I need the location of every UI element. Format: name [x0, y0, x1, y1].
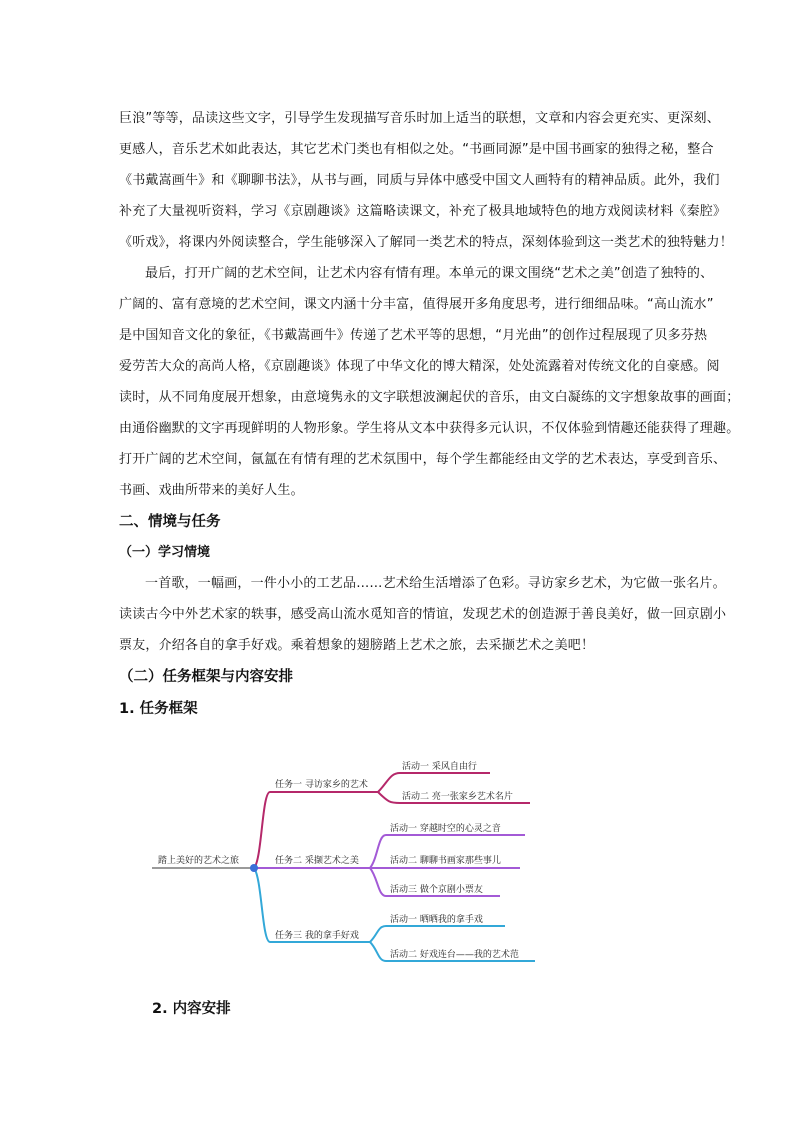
section-heading: 二、情境与任务	[119, 514, 221, 530]
mindmap-task1-activity2: 活动二 亮一张家乡艺术名片	[402, 792, 513, 802]
mindmap-task3-label: 任务三 我的拿手好戏	[275, 931, 359, 941]
mindmap-task2-activity2: 活动二 聊聊书画家那些事儿	[390, 856, 501, 866]
task1-branch	[254, 792, 270, 868]
text-line: 由通俗幽默的文字再现鲜明的人物形象。学生将从文本中获得多元认识，不仅体验到情趣还能获得了理趣。	[119, 421, 740, 436]
mindmap-task2-label: 任务二 采撷艺术之美	[275, 856, 359, 866]
subsection-heading: （二）任务框架与内容安排	[119, 669, 293, 685]
text-line: 读读古今中外艺术家的轶事，感受高山流水觅知音的情谊，发现艺术的创造源于善良美好，做一回京剧小	[119, 607, 727, 622]
item-heading: 1. 任务框架	[119, 701, 198, 717]
mindmap-root-label: 踏上美好的艺术之旅	[158, 856, 240, 866]
text-line: 读时，从不同角度展开想象，由意境隽永的文字联想波澜起伏的音乐，由文白凝练的文字想象故事的画面；	[119, 390, 740, 405]
text-line: 爱劳苦大众的高尚人格，《京剧趣谈》体现了中华文化的博大精深，处处流露着对传统文化的自豪感。阅	[119, 359, 720, 374]
text-line: 更感人，音乐艺术如此表达，其它艺术门类也有相似之处。“书画同源”是中国书画家的独得之秘，整合	[119, 142, 714, 157]
item-heading: 2. 内容安排	[152, 1001, 231, 1017]
task3-branch	[254, 868, 270, 942]
text-line: 票友，介绍各自的拿手好戏。乘着想象的翅膀踏上艺术之旅，去采撷艺术之美吧！	[119, 638, 595, 653]
text-line: 广阔的、富有意境的艺术空间，课文内涵十分丰富，值得展开多角度思考，进行细细品味。“高山流水”	[119, 297, 714, 312]
text-line: 《书戴嵩画牛》和《聊聊书法》，从书与画，同质与异体中感受中国文人画特有的精神品质。此外，我们	[119, 173, 720, 188]
task3-activity1-branch	[370, 926, 505, 942]
text-line: 打开广阔的艺术空间，氤氲在有情有理的艺术氛围中，每个学生都能经由文学的艺术表达，享受到音乐、	[119, 452, 727, 467]
root-node-dot	[250, 864, 258, 872]
mindmap-task2-activity3: 活动三 做个京剧小票友	[390, 885, 483, 895]
text-line: 补充了大量视听资料，学习《京剧趣谈》这篇略读课文，补充了极具地域特色的地方戏阅读材料《秦腔》	[119, 204, 727, 219]
subsection-heading: （一）学习情境	[119, 545, 211, 560]
mindmap-task2-activity1: 活动一 穿越时空的心灵之音	[390, 824, 501, 834]
mindmap-task1-label: 任务一 寻访家乡的艺术	[275, 780, 368, 790]
text-line: 巨浪”等等，品读这些文字，引导学生发现描写音乐时加上适当的联想，文章和内容会更充实、更深刻、	[119, 111, 720, 126]
text-line: 是中国知音文化的象征，《书戴嵩画牛》传递了艺术平等的思想，“月光曲”的创作过程展现了贝多芬热	[119, 328, 708, 343]
mindmap-task3-activity2: 活动二 好戏连台——我的艺术范	[390, 950, 519, 960]
text-line: 最后，打开广阔的艺术空间，让艺术内容有情有理。本单元的课文围绕“艺术之美”创造了独特的、	[145, 266, 714, 281]
mindmap-task1-activity1: 活动一 采风自由行	[402, 762, 477, 772]
mindmap-task3-activity1: 活动一 晒晒我的拿手戏	[390, 915, 483, 925]
text-line: 书画、戏曲所带来的美好人生。	[119, 483, 304, 498]
text-line: 《听戏》，将课内外阅读整合，学生能够深入了解同一类艺术的特点，深刻体验到这一类艺术的独特魅力！	[119, 235, 733, 250]
text-line: 一首歌，一幅画，一件小小的工艺品……艺术给生活增添了色彩。寻访家乡艺术，为它做一张名片。	[145, 576, 726, 591]
